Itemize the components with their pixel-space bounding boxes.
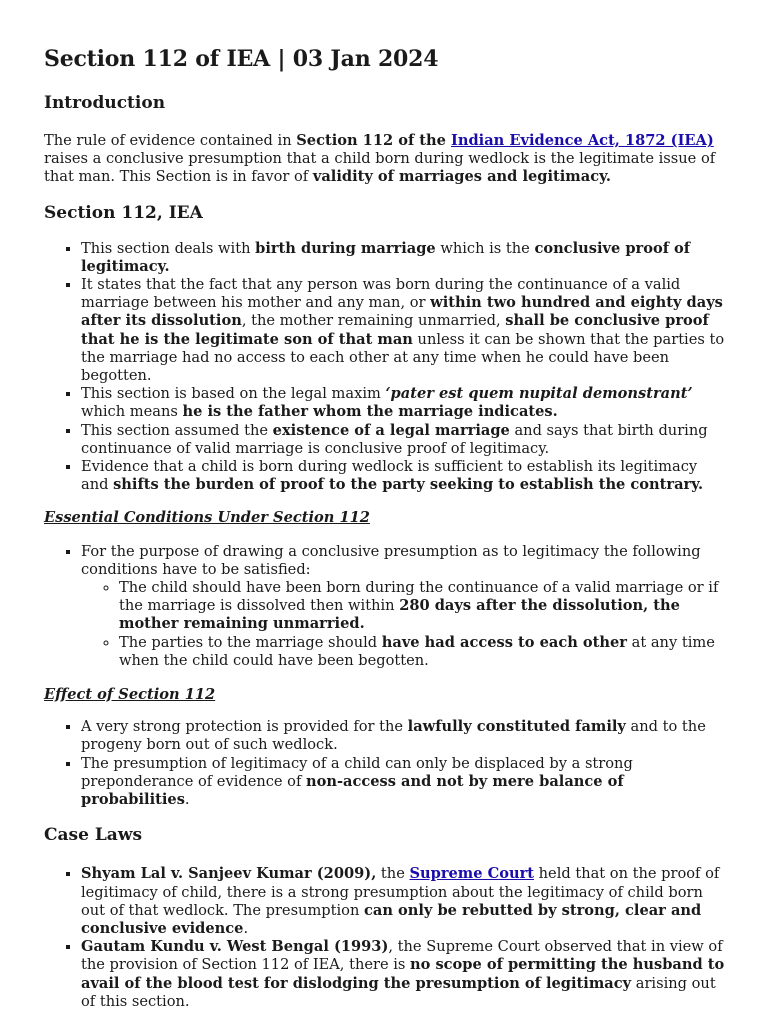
bold-text: no scope of permitting the husband to avail of the blood test for dislodging the presumption of legitimacy <box>81 956 725 992</box>
iea-link[interactable]: Indian Evidence Act, 1872 (IEA) <box>451 132 714 149</box>
list-item <box>81 543 726 670</box>
section112-list <box>44 240 726 495</box>
text: unless it can be shown that the parties to the marriage had no access to each other at any time when he could have been begotten. <box>81 330 725 385</box>
essential-conditions-heading: Essential Conditions Under Section 112 <box>44 509 370 527</box>
bold-text: have had access to each other <box>381 633 627 651</box>
bold-text: he is the father whom the marriage indicates. <box>182 403 558 421</box>
text: which is the <box>435 239 535 257</box>
text: , the mother remaining unmarried, <box>241 312 506 330</box>
text: This section is based on the legal maxim <box>81 385 386 403</box>
bold-text: existence of a legal marriage <box>272 421 510 439</box>
bold-text: lawfully constituted family <box>407 718 626 736</box>
bold-text: shifts the burden of proof to the party seeking to establish the contrary. <box>113 476 704 494</box>
list-item <box>81 240 726 276</box>
list-item <box>81 276 726 385</box>
bold-text: non-access and not by mere balance of probabilities <box>81 772 624 809</box>
case-name: Shyam Lal v. Sanjeev Kumar (2009), <box>81 865 377 883</box>
section112-heading: Section 112, IEA <box>44 202 203 223</box>
bold-text: within two hundred and eighty days after its dissolution <box>81 294 723 330</box>
text: The child should have been born during the continuance of a valid marriage or if the marriage is dissolved then within <box>119 579 719 615</box>
text: This section deals with <box>81 239 256 257</box>
supreme-court-link[interactable]: Supreme Court <box>409 865 535 883</box>
text: It states that the fact that any person was born during the continuance of a valid marriage between his mother and any man, or <box>81 276 681 312</box>
text: and says that birth during continuance of valid marriage is conclusive proof of legitimacy. <box>81 421 708 457</box>
text: Evidence that a child is born during wedlock is sufficient to establish its legitimacy and <box>81 458 698 494</box>
effect-heading: Effect of Section 112 <box>44 686 216 704</box>
effect-list <box>44 718 726 809</box>
text: the <box>376 865 410 883</box>
intro-text-1: The rule of evidence contained in <box>44 132 297 149</box>
introduction-paragraph <box>44 132 726 187</box>
list-item <box>81 755 726 810</box>
list-item <box>81 422 726 458</box>
text: which means <box>81 403 183 421</box>
bold-text: can only be rebutted by strong, clear and conclusive evidence <box>81 901 702 937</box>
text: The parties to the marriage should <box>119 633 382 651</box>
essential-conditions-list <box>44 543 726 670</box>
page-title: Section 112 of IEA | 03 Jan 2024 <box>44 46 439 72</box>
case-laws-heading: Case Laws <box>44 825 143 846</box>
text: For the purpose of drawing a conclusive presumption as to legitimacy the following conditions have to be satisfied: <box>81 542 701 578</box>
text: arising out of this section. <box>81 974 716 1010</box>
sublist-item <box>119 634 726 670</box>
text: This section assumed the <box>81 421 273 439</box>
text: The presumption of legitimacy of a child can only be displaced by a strong preponderance of evidence of <box>81 754 633 790</box>
bold-text: conclusive proof of legitimacy. <box>81 239 691 275</box>
text: at any time when the child could have been begotten. <box>119 633 715 669</box>
list-item <box>81 865 726 938</box>
conditions-sublist <box>81 579 726 670</box>
case-name: Gautam Kundu v. West Bengal (1993) <box>81 938 389 956</box>
sublist-item <box>119 579 726 634</box>
text: , the Supreme Court observed that in view of the provision of Section 112 of IEA, there is <box>81 938 723 974</box>
legal-maxim: ‘pater est quem nupital demonstrant’ <box>385 385 693 403</box>
list-item <box>81 385 726 421</box>
bold-text: shall be conclusive proof that he is the legitimate son of that man <box>81 312 709 348</box>
text: held that on the proof of legitimacy of child, there is a strong presumption about the legitimacy of child born out of that wedlock. The presumption <box>81 865 720 919</box>
text: and to the progeny born out of such wedlock. <box>81 718 706 754</box>
intro-bold-1: Section 112 of the <box>296 132 452 149</box>
introduction-heading: Introduction <box>44 93 166 113</box>
list-item <box>81 718 726 754</box>
text: . <box>243 919 249 937</box>
intro-bold-2: validity of marriages and legitimacy. <box>312 168 611 186</box>
case-laws-list <box>44 865 726 1011</box>
text: . <box>184 791 190 809</box>
intro-text-2: raises a conclusive presumption that a child born during wedlock is the legitimate issue of that man. This Section is in favor of <box>44 150 716 186</box>
text: A very strong protection is provided for the <box>81 718 408 736</box>
bold-text: birth during marriage <box>255 239 436 257</box>
bold-text: 280 days after the dissolution, the mother remaining unmarried. <box>119 597 680 633</box>
list-item <box>81 938 726 1011</box>
list-item <box>81 458 726 494</box>
